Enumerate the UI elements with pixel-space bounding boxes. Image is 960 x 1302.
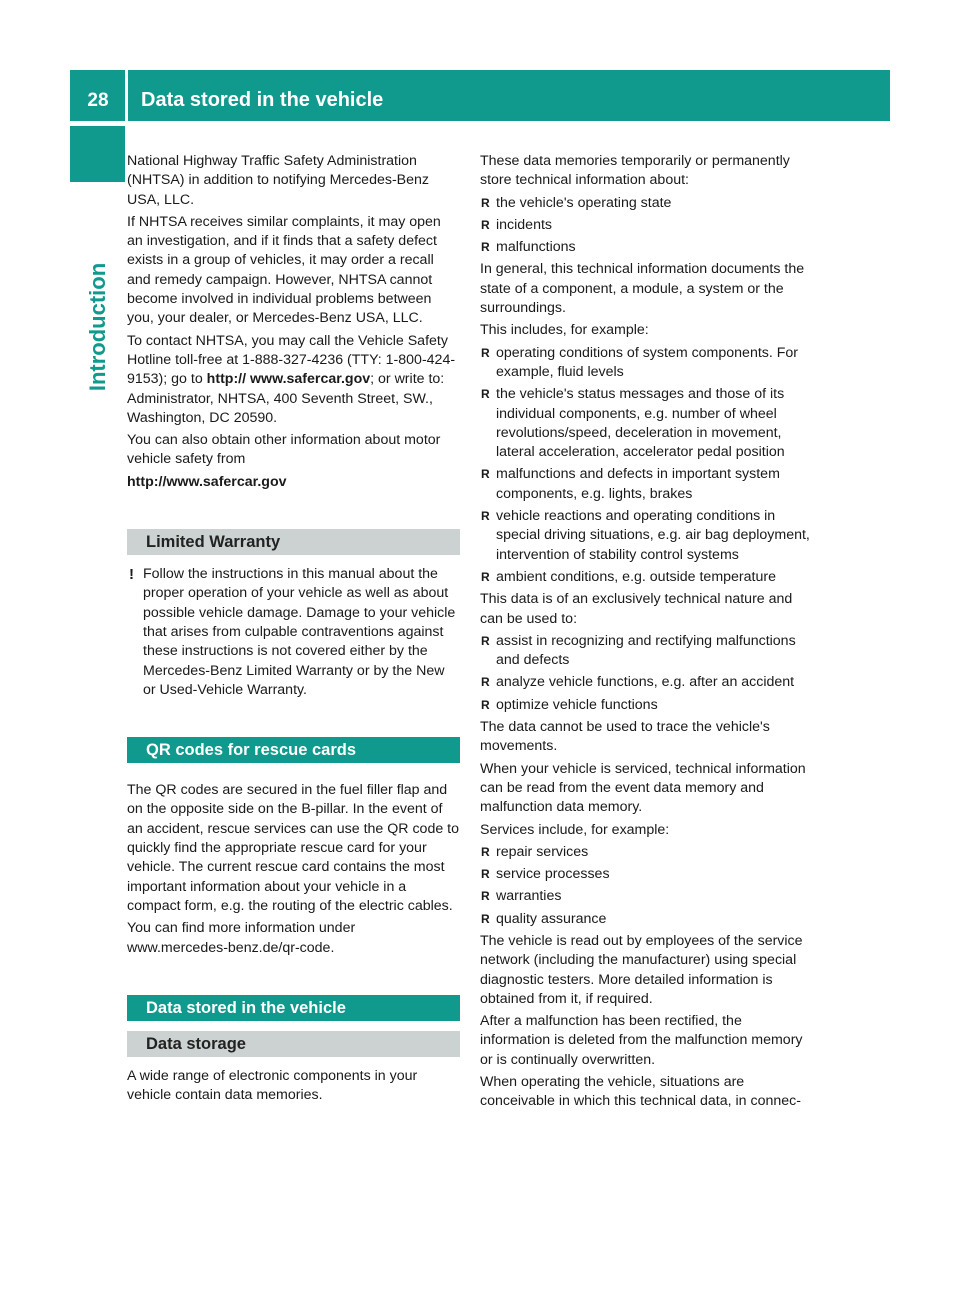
also-paragraph: You can also obtain other information about motor vehicle safety from — [127, 432, 441, 468]
qr-codes-heading: QR codes for rescue cards — [127, 737, 460, 763]
list-item-text: quality assurance — [496, 910, 607, 927]
header-divider — [125, 70, 128, 121]
list-item — [480, 673, 813, 692]
bullet-icon: R — [481, 867, 490, 882]
bullet-icon: R — [481, 569, 490, 584]
data-stored-heading: Data stored in the vehicle — [127, 995, 460, 1021]
side-tab-label — [85, 262, 111, 392]
bullet-icon: R — [481, 509, 490, 524]
limited-warranty-heading: Limited Warranty — [127, 529, 460, 555]
list-item-text: malfunctions and defects in important system components, e.g. lights, brakes — [496, 466, 780, 502]
list-item — [480, 507, 813, 565]
right-paragraph-9: After a malfunction has been rectified, the information is deleted from the malfunction memory or is continually overwritten. — [480, 1013, 803, 1068]
side-tab-marker — [70, 126, 125, 182]
right-paragraph-10: When operating the vehicle, situations are conceivable in which this technical data, in connec- — [480, 1074, 801, 1110]
list-item — [480, 887, 813, 906]
right-paragraph-6: When your vehicle is serviced, technical information can be read from the event data memory and malfunction data memory. — [480, 760, 806, 816]
right-column — [480, 152, 813, 1115]
list-item — [480, 865, 813, 884]
list-item — [480, 344, 813, 383]
list-item — [480, 632, 813, 671]
bullet-icon: R — [481, 387, 490, 402]
intro-paragraph-2: If NHTSA receives similar complaints, it may open an investigation, and if it finds that a safety defect exists in a group of vehicles, it may order a recall and remedy campaign. However, NHTSA cannot become involved in individual problems between you, your dealer, or Mercedes-Benz USA, LLC. — [127, 213, 441, 327]
list-item-text: warranties — [496, 888, 562, 905]
stored-info-list — [480, 194, 813, 258]
bullet-icon: R — [481, 633, 490, 648]
bullet-icon: R — [481, 217, 490, 232]
list-item — [480, 696, 813, 715]
contact-text-before: To contact NHTSA, you may call the Vehicle Safety Hotline toll-free at 1-888-327-4236 (TTY: 1-800-424-9153); go to — [127, 332, 456, 388]
list-item — [480, 910, 813, 929]
list-item-text: operating conditions of system components. For example, fluid levels — [496, 344, 799, 380]
contact-text-after: ; or write to: Administrator, NHTSA, 400 Seventh Street, SW., Washington, DC 20590. — [127, 371, 445, 426]
list-item-text: the vehicle's status messages and those of its individual components, e.g. number of wheel revolutions/speed, deceleration in movement, lateral acceleration, accelerator pedal position — [496, 386, 785, 461]
list-item-text: optimize vehicle functions — [496, 696, 658, 713]
warning-icon: ! — [129, 566, 134, 584]
page-number: 28 — [87, 90, 109, 111]
data-storage-subheading: Data storage — [127, 1031, 460, 1057]
qr-paragraph-1: The QR codes are secured in the fuel filler flap and on the opposite side on the B-pillar. In the event of an accident, rescue services can use the QR code to quickly find the appropriate rescue card for your vehicle. The current rescue card contains the most important information about your vehicle in a compact form, e.g. the routing of the electric cables. — [127, 782, 460, 914]
list-item-text: vehicle reactions and operating conditions in special driving situations, e.g. air bag deployment, intervention of stability control systems — [496, 508, 810, 563]
data-storage-paragraph: A wide range of electronic components in your vehicle contain data memories. — [127, 1067, 418, 1104]
list-item-text: assist in recognizing and rectifying malfunctions and defects — [496, 632, 796, 669]
right-paragraph-4: This data is of an exclusively technical nature and can be used to: — [480, 591, 793, 627]
list-item — [480, 385, 813, 462]
safercar-url-link[interactable]: http://www.safercar.gov — [127, 473, 287, 490]
bullet-icon: R — [481, 844, 490, 859]
list-item-text: the vehicle's operating state — [496, 194, 672, 211]
bullet-icon: R — [481, 345, 490, 360]
list-item-text: incidents — [496, 216, 552, 233]
list-item — [480, 194, 813, 213]
right-paragraph-8: The vehicle is read out by employees of the service network (including the manufacturer) using special diagnostic testers. More detailed information is obtained from it, if required. — [480, 932, 803, 1007]
warning-text: Follow the instructions in this manual about the proper operation of your vehicle as well as about possible vehicle damage. Damage to your vehicle that arises from culpable contraventions against these instructions is not covered either by the Mercedes-Benz Limited Warranty or by the New or Used-Vehicle Warranty. — [143, 566, 456, 698]
list-item-text: malfunctions — [496, 239, 576, 256]
header-title: Data stored in the vehicle — [141, 89, 384, 111]
list-item — [480, 216, 813, 235]
bullet-icon: R — [481, 889, 490, 904]
list-item — [480, 465, 813, 504]
intro-paragraph-1: National Highway Traffic Safety Administration (NHTSA) in addition to notifying Mercedes-Benz USA, LLC. — [127, 153, 430, 208]
left-column — [127, 152, 460, 1108]
bullet-icon: R — [481, 697, 490, 712]
right-paragraph-2: In general, this technical information documents the state of a component, a module, a system or the surroundings. — [480, 261, 805, 317]
examples-list — [480, 344, 813, 588]
right-paragraph-1: These data memories temporarily or permanently store technical information about: — [480, 153, 790, 189]
services-list — [480, 843, 813, 929]
bullet-icon: R — [481, 240, 490, 255]
bullet-icon: R — [481, 675, 490, 690]
usage-list — [480, 632, 813, 715]
list-item-text: repair services — [496, 843, 589, 860]
list-item-text: service processes — [496, 866, 610, 883]
right-paragraph-3: This includes, for example: — [480, 322, 649, 339]
safercar-link[interactable]: http:// www.safercar.gov — [206, 371, 371, 388]
bullet-icon: R — [481, 467, 490, 482]
side-tab-label-text: Introduction — [85, 262, 110, 392]
right-paragraph-7: Services include, for example: — [480, 821, 670, 838]
right-paragraph-5: The data cannot be used to trace the vehicle's movements. — [480, 719, 770, 755]
list-item — [480, 238, 813, 257]
list-item — [480, 568, 813, 587]
list-item-text: ambient conditions, e.g. outside temperature — [496, 568, 776, 585]
list-item — [480, 843, 813, 862]
bullet-icon: R — [481, 911, 490, 926]
bullet-icon: R — [481, 195, 490, 210]
warranty-warning — [127, 565, 460, 700]
list-item-text: analyze vehicle functions, e.g. after an accident — [496, 674, 795, 691]
qr-paragraph-2: You can find more information under www.mercedes-benz.de/qr-code. — [127, 920, 356, 956]
contact-paragraph — [127, 332, 460, 428]
